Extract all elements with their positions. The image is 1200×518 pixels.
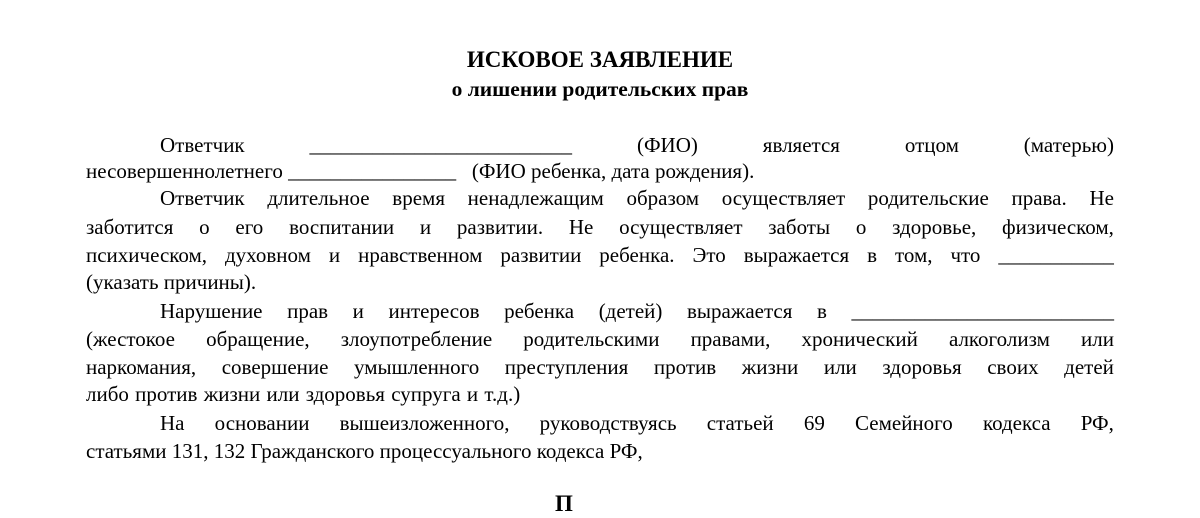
paragraph-2-line-1-word: права. <box>1011 186 1067 210</box>
paragraph-4-line-2-text: статьями 131, 132 Гражданского процессуального кодекса РФ, <box>86 439 643 463</box>
paragraph-4-line-1-word: На <box>160 411 185 435</box>
cut-off-heading-area <box>0 484 1200 516</box>
paragraph-1-line-1-word: (ФИО) <box>636 133 698 157</box>
document-title: ИСКОВОЕ ЗАЯВЛЕНИЕ <box>466 47 734 72</box>
paragraph-4-line-1-word: Семейного <box>855 411 953 435</box>
paragraph-3-line-3-word: совершение <box>221 355 329 379</box>
paragraph-3-line-3-word: своих <box>987 355 1039 379</box>
paragraph-2-line-1-word: Ответчик <box>160 186 245 210</box>
paragraph-3-line-3-word: преступления <box>504 355 629 379</box>
paragraph-3-line-3-word: жизни <box>741 355 799 379</box>
paragraph-2-line-3-word: и <box>328 243 341 267</box>
paragraph-2-line-3-word: развитии <box>500 243 582 267</box>
paragraph-4-line-1 <box>160 410 1114 436</box>
paragraph-3-line-2-word: родительскими <box>523 327 660 351</box>
paragraph-4-line-1-word: кодекса <box>982 411 1051 435</box>
paragraph-3-line-1-word: в <box>817 299 827 323</box>
paragraph-1-line-1-word: является <box>762 133 840 157</box>
paragraph-2-line-2-word: и <box>419 215 432 239</box>
paragraph-2-line-2-word: развитии. <box>456 215 544 239</box>
paragraph-3-line-1-word: _________________________ <box>851 299 1114 323</box>
paragraph-2-line-3-word: что <box>950 243 981 267</box>
paragraph-4-line-2 <box>86 438 643 464</box>
paragraph-2-line-1-word: образом <box>626 186 700 210</box>
paragraph-3-line-1 <box>160 298 1114 324</box>
paragraph-2-line-2-word: осуществляет <box>619 215 743 239</box>
paragraph-2-line-3-word: том, <box>894 243 933 267</box>
paragraph-2-line-1-word: осуществляет <box>721 186 846 210</box>
paragraph-3-line-2-word: хронический <box>801 327 918 351</box>
paragraph-2-line-4 <box>86 269 256 295</box>
paragraph-3-line-4-word: супруга <box>391 382 461 406</box>
paragraph-3-line-1-word: ребенка <box>504 299 575 323</box>
paragraph-2-line-4-text: (указать причины). <box>86 270 257 294</box>
paragraph-2-line-1-word: время <box>392 186 445 210</box>
paragraph-2-line-2-word: Не <box>568 215 594 239</box>
paragraph-1-line-1-word: Ответчик <box>160 133 245 157</box>
paragraph-3-line-1-word: Нарушение <box>160 299 263 323</box>
paragraph-3-line-3-word: умышленного <box>354 355 480 379</box>
paragraph-3-line-4-word: и <box>466 382 479 406</box>
paragraph-2-line-3-word: ___________ <box>998 243 1114 267</box>
paragraph-3-line-3-word: или <box>823 355 857 379</box>
paragraph-2-line-2-word: о <box>199 215 210 239</box>
paragraph-1-line-1-word: _________________________ <box>309 133 573 157</box>
paragraph-2-line-1 <box>160 185 1114 211</box>
paragraph-3-line-4-word: против <box>135 382 198 406</box>
paragraph-3-line-2 <box>86 326 1114 352</box>
paragraph-4-line-1-word: РФ, <box>1080 411 1114 435</box>
paragraph-1-line-1-word: (матерью) <box>1023 133 1114 157</box>
paragraph-3-line-3-word: здоровья <box>882 355 962 379</box>
paragraph-3-line-2-word: (жестокое <box>86 327 176 351</box>
paragraph-2-line-2-word: его <box>235 215 264 239</box>
paragraph-3-line-1-word: и <box>352 299 364 323</box>
document-subtitle: о лишении родительских прав <box>451 77 749 101</box>
paragraph-3-line-1-word: (детей) <box>598 299 663 323</box>
paragraph-2-line-2-word: заботится <box>86 215 174 239</box>
paragraph-2-line-3-word: духовном <box>225 243 311 267</box>
paragraph-4-line-1-word: статьей <box>706 411 774 435</box>
paragraph-3-line-2-word: правами, <box>690 327 771 351</box>
paragraph-2-line-3-word: Это <box>692 243 726 267</box>
paragraph-3-line-3-word: наркомания, <box>86 355 197 379</box>
paragraph-1-line-2 <box>86 158 754 184</box>
paragraph-3-line-1-word: прав <box>287 299 329 323</box>
paragraph-3-line-2-word: злоупотребление <box>340 327 493 351</box>
paragraph-2-line-1-word: родительские <box>867 186 989 210</box>
paragraph-3-line-2-word: алкоголизм <box>948 327 1050 351</box>
paragraph-3-line-4-word: жизни <box>203 382 261 406</box>
paragraph-2-line-2-word: здоровье, <box>892 215 977 239</box>
paragraph-2-line-2-word: о <box>855 215 867 239</box>
paragraph-4-line-1-word: 69 <box>803 411 825 435</box>
paragraph-2-line-3-word: психическом, <box>86 243 208 267</box>
paragraph-3-line-1-word: интересов <box>388 299 480 323</box>
paragraph-3-line-4-word: или <box>266 382 300 406</box>
paragraph-3-line-2-word: или <box>1080 327 1114 351</box>
paragraph-3-line-4-word: здоровья <box>305 382 385 406</box>
paragraph-2-line-3-word: нравственном <box>358 243 483 267</box>
paragraph-2-line-2-word: заботы <box>768 215 831 239</box>
paragraph-2-line-2-word: физическом, <box>1002 215 1114 239</box>
paragraph-4-line-1-word: руководствуясь <box>539 411 677 435</box>
cut-off-heading-text: П <box>555 491 573 516</box>
paragraph-3-line-4-word: т.д.) <box>484 382 521 406</box>
paragraph-2-line-2 <box>86 214 1114 240</box>
paragraph-3-line-3-word: детей <box>1064 355 1114 379</box>
paragraph-3-line-4 <box>86 381 520 407</box>
paragraph-3-line-3-word: против <box>653 355 717 379</box>
paragraph-4-line-1-word: вышеизложенного, <box>339 411 510 435</box>
paragraph-2-line-3-word: в <box>867 243 877 267</box>
paragraph-2-line-1-word: длительное <box>267 186 370 210</box>
paragraph-1-line-1 <box>160 132 1114 158</box>
paragraph-2-line-2-word: воспитании <box>289 215 395 239</box>
paragraph-4-line-1-word: основании <box>214 411 310 435</box>
paragraph-2-line-1-word: ненадлежащим <box>467 186 604 210</box>
paragraph-2-line-3-word: выражается <box>743 243 850 267</box>
paragraph-2-line-3-word: ребенка. <box>599 243 675 267</box>
paragraph-3-line-4-word: либо <box>86 382 129 406</box>
cut-off-heading <box>555 484 595 516</box>
paragraph-3-line-1-word: выражается <box>687 299 793 323</box>
paragraph-3-line-3 <box>86 354 1114 380</box>
paragraph-2-line-1-word: Не <box>1089 186 1114 210</box>
paragraph-1-line-2-text: несовершеннолетнего ________________ (ФИО ребенка, дата рождения). <box>86 159 755 183</box>
paragraph-3-line-2-word: обращение, <box>206 327 310 351</box>
paragraph-1-line-1-word: отцом <box>904 133 959 157</box>
paragraph-2-line-3 <box>86 242 1114 268</box>
